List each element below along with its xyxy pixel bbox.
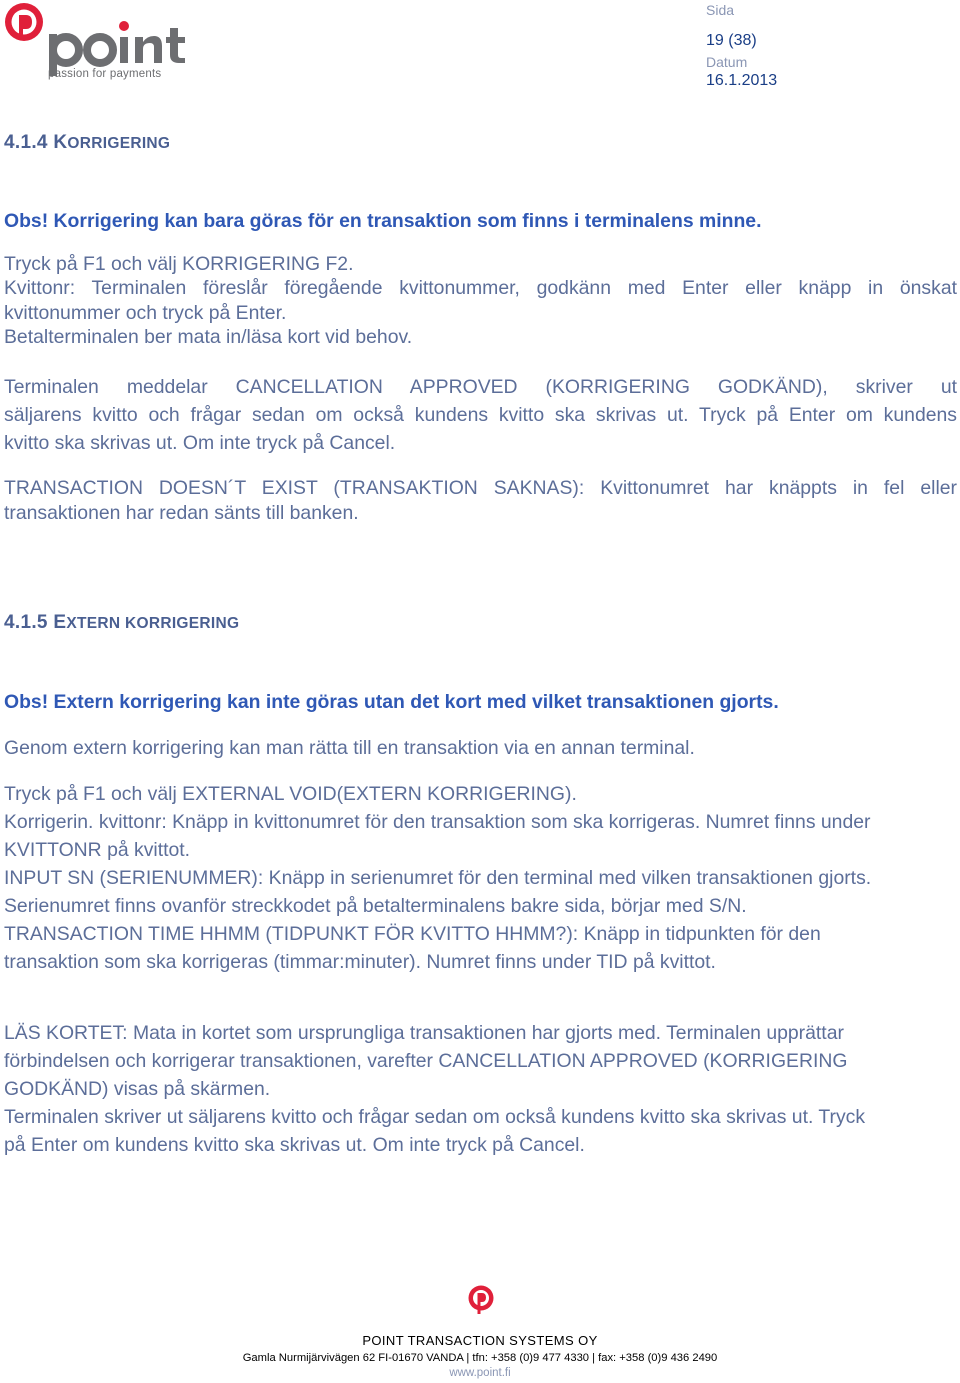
warning-note: Obs! Korrigering kan bara göras för en transaktion som finns i terminalens minne. (4, 210, 762, 232)
text-line: Genom extern korrigering kan man rätta till en transaktion via en annan terminal. (4, 737, 695, 759)
section-number: 4.1.5 (4, 612, 48, 633)
date-value: 16.1.2013 (706, 72, 778, 89)
text-line: Terminalen meddelar CANCELLATION APPROVED (KORRIGERING GODKÄND), skriver ut (4, 376, 957, 398)
footer-website: www.point.fi (449, 1367, 511, 1379)
logo-tagline: passion for payments (48, 68, 162, 80)
section-heading-extern-korrigering (4, 612, 239, 634)
paragraph-korrigering-steps (4, 252, 957, 349)
text-line: TRANSACTION DOESN´T EXIST (TRANSAKTION SAKNAS): Kvittonumret har knäppts in fel eller (4, 477, 957, 499)
section-heading-korrigering (4, 132, 170, 154)
text-line: transaktion som ska korrigeras (timmar:minuter). Numret finns under TID på kvittot. (4, 951, 716, 973)
footer-address: Gamla Nurmijärvivägen 62 FI-01670 VANDA | tfn: +358 (0)9 477 4330 | fax: +358 (0)9 436 2490 (242, 1352, 718, 1364)
section-title-rest: ORRIGERING (67, 135, 171, 152)
paragraph-las-kortet (4, 1019, 957, 1159)
text-line: förbindelsen och korrigerar transaktionen, varefter CANCELLATION APPROVED (KORRIGERING (4, 1050, 848, 1072)
paragraph-extern-intro (4, 734, 957, 762)
paragraph-cancellation-approved (4, 373, 957, 457)
page-label: Sida (706, 2, 735, 18)
section-title-first: E (53, 612, 67, 633)
text-line: Tryck på F1 och välj KORRIGERING F2. (4, 253, 354, 275)
section-number: 4.1.4 (4, 132, 48, 153)
page-number: 19 (38) (706, 32, 757, 49)
section-title-rest: XTERN KORRIGERING (66, 615, 240, 632)
text-line: transaktionen har redan sänts till banken. (4, 502, 359, 524)
footer-company: POINT TRANSACTION SYSTEMS OY (362, 1333, 598, 1348)
text-line: Serienumret finns ovanför streckkodet på betalterminalens bakre sida, börjar med S/N. (4, 895, 747, 917)
text-line: kvittonummer och tryck på Enter. (4, 301, 287, 324)
text-line: GODKÄND) visas på skärmen. (4, 1078, 271, 1100)
paragraph-extern-steps (4, 780, 957, 976)
warning-note: Obs! Extern korrigering kan inte göras utan det kort med vilket transaktionen gjorts. (4, 691, 779, 713)
text-line: kvitto ska skrivas ut. Om inte tryck på Cancel. (4, 432, 396, 454)
footer-logo-icon (466, 1285, 496, 1317)
text-line: Kvittonr: Terminalen föreslår föregående kvittonummer, godkänn med Enter eller knäpp in önskat (4, 277, 957, 300)
text-line: Tryck på F1 och välj EXTERNAL VOID(EXTERN KORRIGERING). (4, 783, 577, 805)
text-line: INPUT SN (SERIENUMMER): Knäpp in serienumret för den terminal med vilken transaktionen gjorts. (4, 867, 872, 889)
section-title-first: K (53, 132, 68, 153)
text-line: Betalterminalen ber mata in/läsa kort vid behov. (4, 325, 413, 348)
text-line: TRANSACTION TIME HHMM (TIDPUNKT FÖR KVITTO HHMM?): Knäpp in tidpunkten för den (4, 923, 821, 945)
text-line: LÄS KORTET: Mata in kortet som ursprungliga transaktionen har gjorts med. Terminalen upprättar (4, 1022, 844, 1044)
text-line: KVITTONR på kvittot. (4, 839, 191, 861)
text-line: Terminalen skriver ut säljarens kvitto och frågar sedan om också kundens kvitto ska skrivas ut. Tryck (4, 1106, 866, 1128)
text-line: på Enter om kundens kvitto ska skrivas ut. Om inte tryck på Cancel. (4, 1134, 585, 1156)
paragraph-transaction-missing (4, 476, 957, 526)
text-line: säljarens kvitto och frågar sedan om också kundens kvitto ska skrivas ut. Tryck på Enter om kundens (4, 404, 957, 426)
text-line: Korrigerin. kvittonr: Knäpp in kvittonumret för den transaktion som ska korrigeras. Numret finns under (4, 811, 871, 833)
date-label: Datum (706, 54, 748, 70)
